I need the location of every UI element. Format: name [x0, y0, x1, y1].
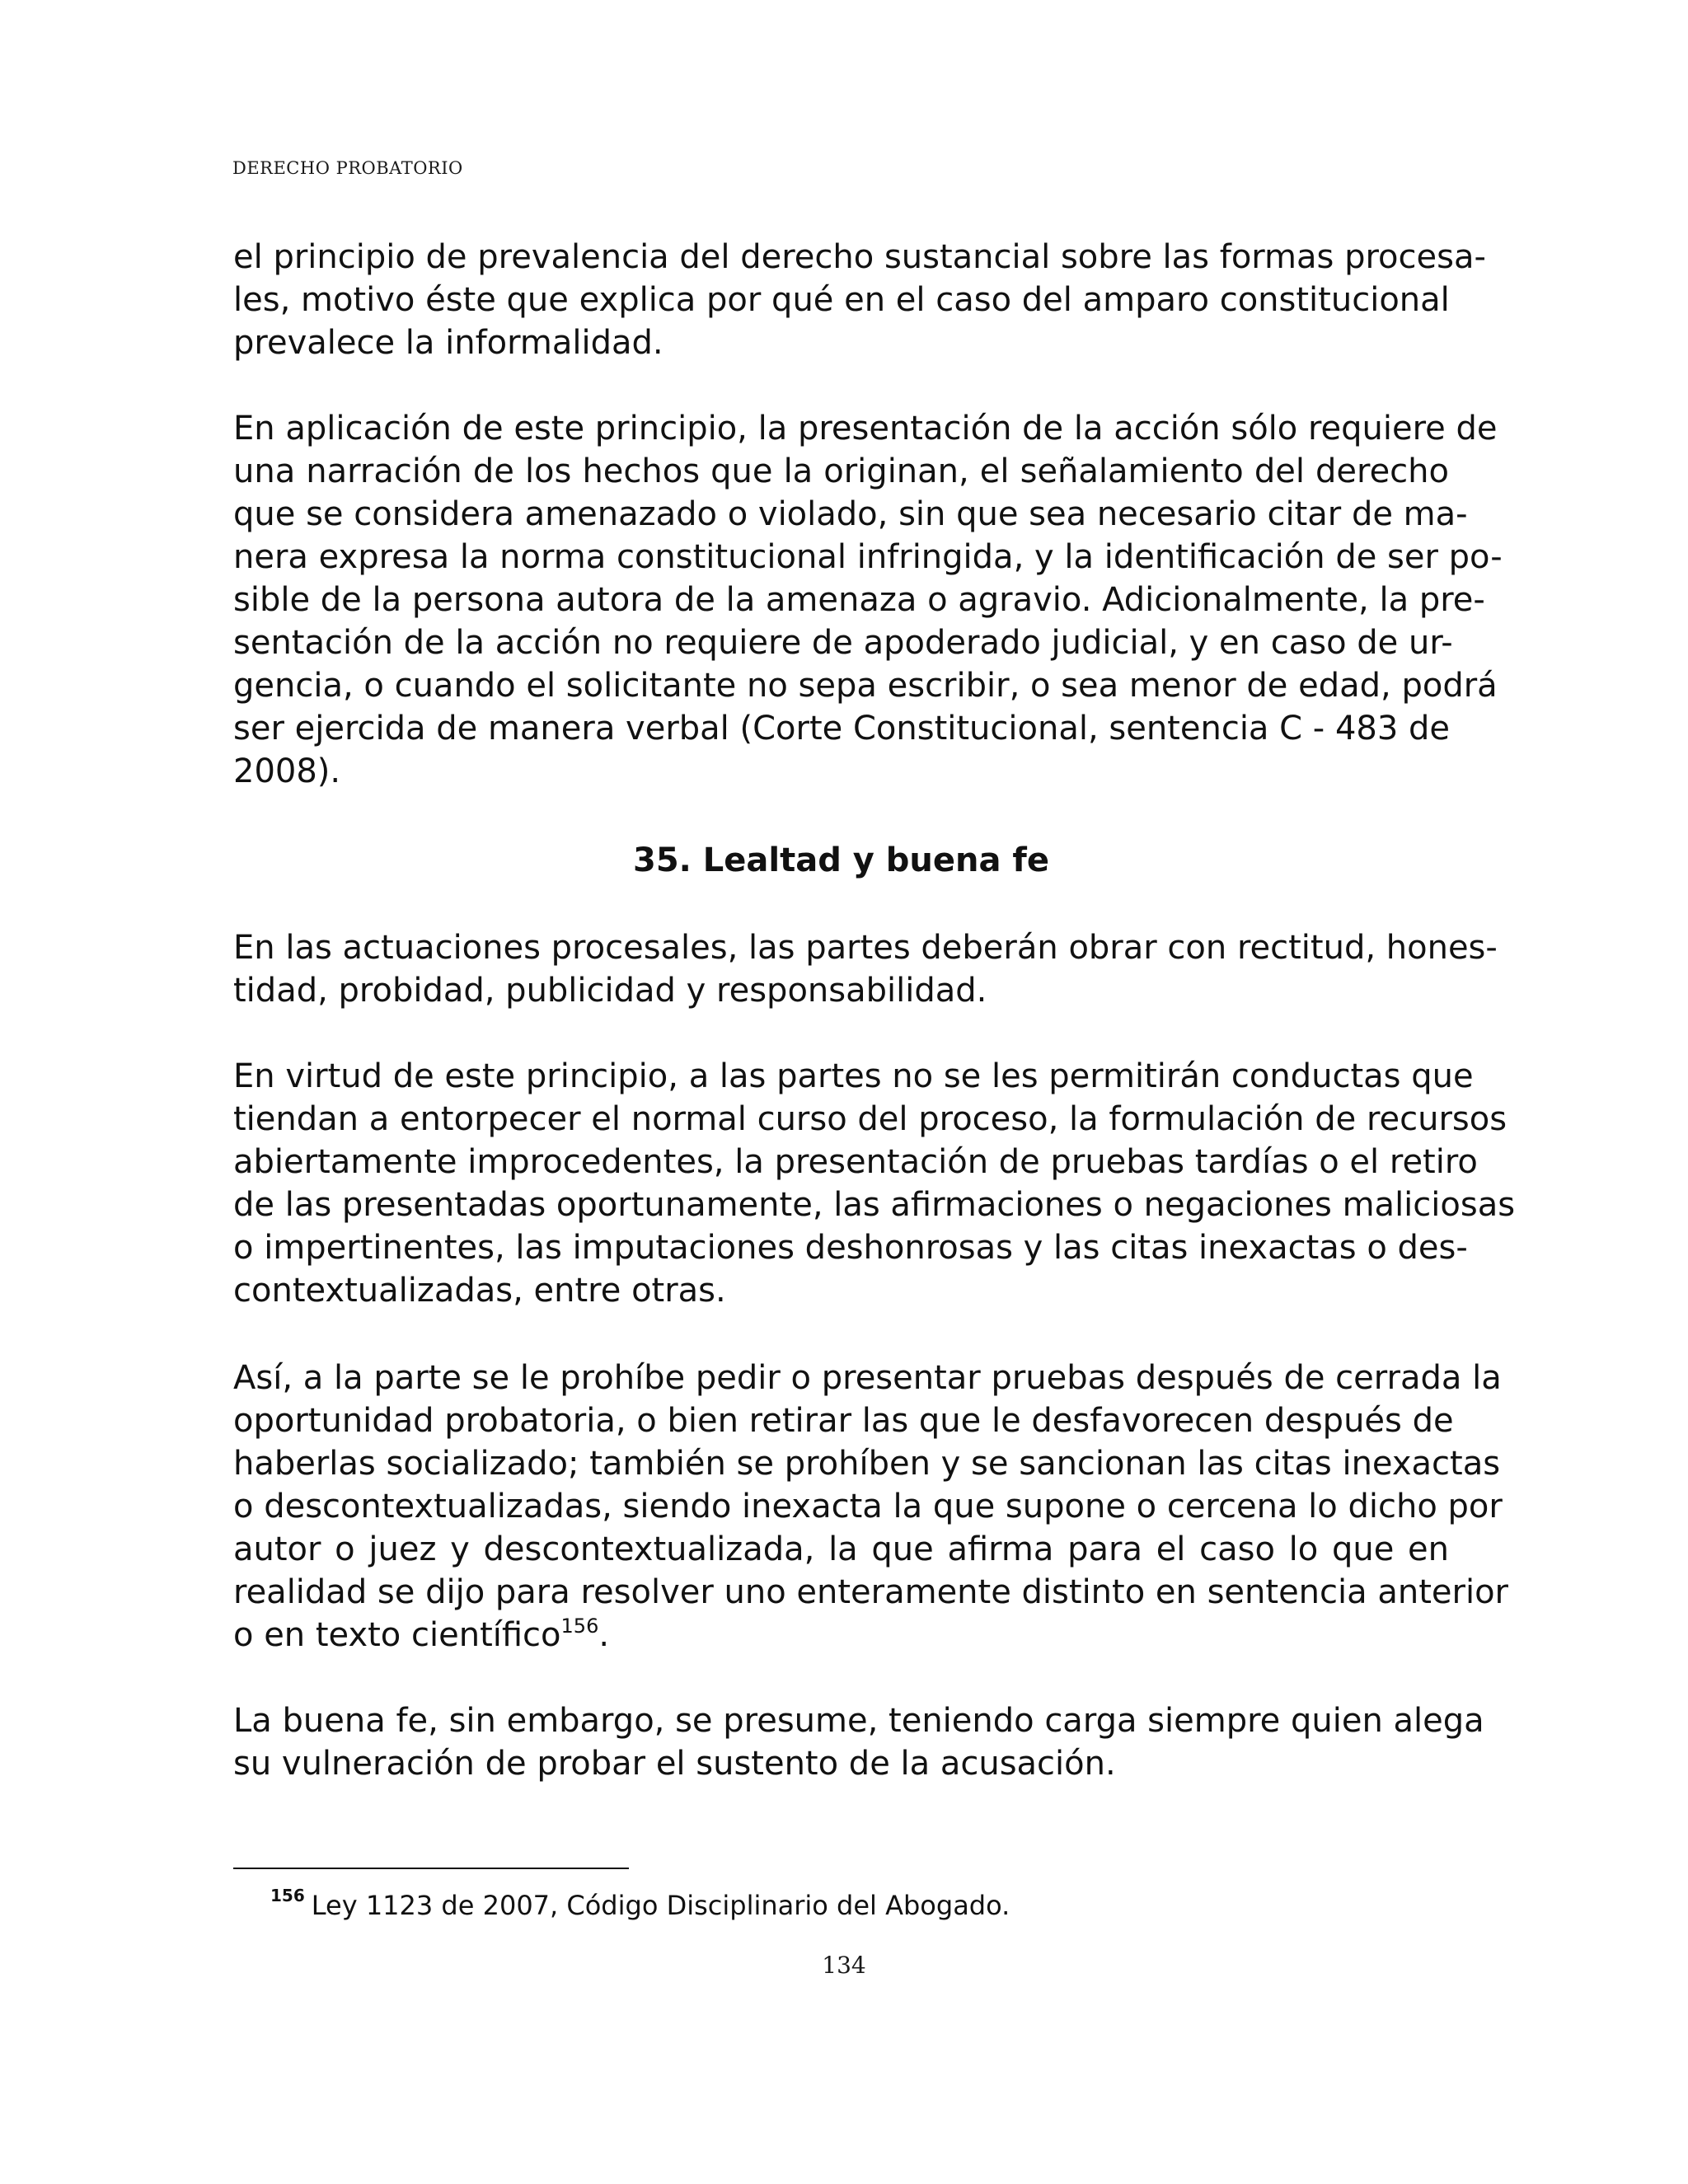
paragraph-line: que se considera amenazado o violado, sin que sea necesario citar de ma-: [233, 495, 1468, 533]
paragraph-line: abiertamente improcedentes, la presentación de pruebas tardías o el retiro: [233, 1143, 1478, 1181]
paragraph-1: [233, 236, 1486, 364]
paragraph-line: gencia, o cuando el solicitante no sepa escribir, o sea menor de edad, podrá: [233, 667, 1498, 705]
paragraph-6: [233, 1699, 1484, 1785]
paragraph-line: ser ejercida de manera verbal (Corte Constitucional, sentencia C - 483 de: [233, 710, 1451, 748]
paragraph-line: En virtud de este principio, a las partes no se les permitirán conductas que: [233, 1057, 1474, 1095]
footnote-text: Ley 1123 de 2007, Código Disciplinario del Abogado.: [311, 1890, 1010, 1921]
paragraph-line: haberlas socializado; también se prohíben y se sancionan las citas inexactas: [233, 1445, 1501, 1483]
paragraph-line: 2008).: [233, 752, 341, 790]
paragraph-line: En aplicación de este principio, la presentación de la acción sólo requiere de: [233, 410, 1498, 448]
footnote-reference[interactable]: 156: [560, 1614, 599, 1638]
paragraph-line: o impertinentes, las imputaciones deshonrosas y las citas inexactas o des-: [233, 1229, 1468, 1267]
paragraph-5: [233, 1357, 1508, 1657]
paragraph-line: Así, a la parte se le prohíbe pedir o presentar pruebas después de cerrada la: [233, 1359, 1502, 1397]
footnote-number: 156: [270, 1886, 305, 1906]
paragraph-line: les, motivo éste que explica por qué en el caso del amparo constitucional: [233, 281, 1450, 319]
paragraph-line: una narración de los hechos que la originan, el señalamiento del derecho: [233, 452, 1449, 490]
paragraph-line-with-footnote: [233, 1614, 1449, 1657]
paragraph-line: sentación de la acción no requiere de apoderado judicial, y en caso de ur-: [233, 624, 1453, 662]
paragraph-line: el principio de prevalencia del derecho sustancial sobre las formas procesa-: [233, 238, 1486, 276]
paragraph-line: La buena fe, sin embargo, se presume, teniendo carga siempre quien alega: [233, 1702, 1484, 1740]
paragraph-line: tidad, probidad, publicidad y responsabilidad.: [233, 972, 987, 1010]
paragraph-line: de las presentadas oportunamente, las afirmaciones o negaciones maliciosas: [233, 1186, 1516, 1224]
section-heading: 35. Lealtad y buena fe: [633, 841, 1049, 879]
paragraph-line: o descontextualizadas, siendo inexacta la que supone o cercena lo dicho por: [233, 1488, 1503, 1526]
paragraph-line: contextualizadas, entre otras.: [233, 1272, 726, 1310]
footnote: [270, 1887, 1010, 1924]
paragraph-line: En las actuaciones procesales, las partes deberán obrar con rectitud, hones-: [233, 929, 1498, 967]
paragraph-2: [233, 407, 1503, 793]
footnote-divider: [233, 1868, 629, 1869]
paragraph-line: oportunidad probatoria, o bien retirar las que le desfavorecen después de: [233, 1402, 1454, 1440]
paragraph-line: realidad se dijo para resolver uno enteramente distinto en sentencia anterior: [233, 1573, 1508, 1611]
paragraph-line: prevalece la informalidad.: [233, 324, 663, 362]
paragraph-line: autor o juez y descontextualizada, la que afirma para el caso lo que en: [233, 1530, 1449, 1568]
page-number: 134: [822, 1952, 866, 1979]
running-header: DERECHO PROBATORIO: [232, 158, 463, 178]
paragraph-line: su vulneración de probar el sustento de la acusación.: [233, 1745, 1116, 1783]
paragraph-line: nera expresa la norma constitucional infringida, y la identificación de ser po-: [233, 538, 1503, 576]
paragraph-4: [233, 1055, 1516, 1312]
paragraph-line-text: o en texto científico: [233, 1616, 561, 1654]
paragraph-line-end: .: [598, 1616, 610, 1654]
paragraph-line: tiendan a entorpecer el normal curso del proceso, la formulación de recursos: [233, 1100, 1507, 1138]
paragraph-3: [233, 926, 1498, 1012]
paragraph-line: sible de la persona autora de la amenaza o agravio. Adicionalmente, la pre-: [233, 581, 1485, 619]
